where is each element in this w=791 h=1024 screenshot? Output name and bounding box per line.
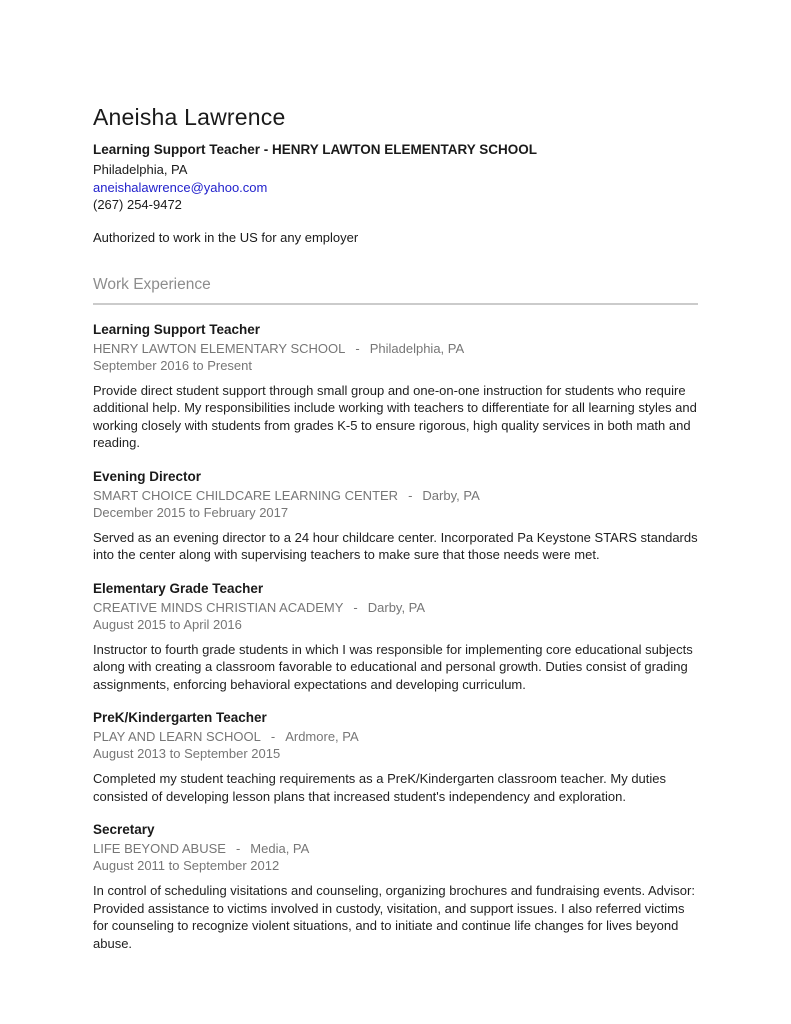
job-description: Served as an evening director to a 24 hour childcare center. Incorporated Pa Keystone STARS standards into the center along with supervising teachers to make sure that those needs were met. — [93, 529, 698, 562]
job-location: Darby, PA — [367, 599, 426, 615]
candidate-location: Philadelphia, PA — [93, 162, 188, 177]
candidate-phone: (267) 254-9472 — [93, 197, 182, 212]
job-title: Elementary Grade Teacher — [93, 580, 264, 596]
job-location: Ardmore, PA — [285, 729, 359, 744]
work-authorization-note: Authorized to work in the US for any employer — [93, 229, 359, 245]
job-dates: August 2015 to April 2016 — [93, 616, 242, 632]
job-dates: September 2016 to Present — [93, 357, 252, 373]
candidate-headline: Learning Support Teacher - HENRY LAWTON ELEMENTARY SCHOOL — [93, 142, 538, 157]
job-company: LIFE BEYOND ABUSE — [93, 841, 226, 856]
job-company-line — [93, 840, 698, 857]
job-title: Learning Support Teacher — [93, 321, 261, 337]
job-meta-separator: - — [353, 599, 358, 615]
email-link[interactable]: aneishalawrence@yahoo.com — [93, 179, 268, 195]
job-company-line — [93, 599, 698, 616]
job-location: Darby, PA — [422, 487, 480, 503]
job-description: In control of scheduling visitations and counseling, organizing brochures and fundraising events. Advisor: Provided assistance to victims involved in custody, visitation, and support issues. I also referred victims for counseling to recognize violent situations, and to initiate and continue life changes for lives beyond abuse. — [93, 883, 695, 951]
candidate-name: Aneisha Lawrence — [93, 104, 286, 130]
job-entry — [93, 822, 698, 952]
job-company: CREATIVE MINDS CHRISTIAN ACADEMY — [93, 599, 344, 615]
job-entry — [93, 322, 698, 452]
job-dates: December 2015 to February 2017 — [93, 504, 289, 520]
job-description: Instructor to fourth grade students in which I was responsible for implementing core educational subjects along with creating a classroom favorable to educational and personal growth. Duties consist of grading assignments, enforcing behavioral expectations and developing curriculum. — [93, 641, 693, 692]
job-meta-separator: - — [270, 729, 276, 744]
job-title: Evening Director — [93, 468, 202, 484]
job-company-line — [93, 340, 698, 357]
section-title-work-experience: Work Experience — [93, 276, 698, 305]
job-company: SMART CHOICE CHILDCARE LEARNING CENTER — [93, 487, 399, 503]
job-location: Media, PA — [250, 841, 310, 856]
job-company-line — [93, 487, 698, 504]
job-entry — [93, 469, 698, 564]
job-company: PLAY AND LEARN SCHOOL — [93, 729, 261, 744]
job-company: HENRY LAWTON ELEMENTARY SCHOOL — [93, 340, 346, 356]
job-description: Provide direct student support through small group and one-on-one instruction for students who require additional help. My responsibilities include working with teachers to differentiate for all learning styles and working closely with students from grades K-5 to ensure rigorous, high quality services in both math and reading. — [93, 382, 697, 450]
job-description: Completed my student teaching requirements as a PreK/Kindergarten classroom teacher. My duties consisted of developing lesson plans that increased student's independency and exploration. — [93, 771, 667, 804]
job-title: Secretary — [93, 822, 155, 837]
job-entry — [93, 710, 698, 805]
job-dates: August 2013 to September 2015 — [93, 746, 281, 761]
job-entry — [93, 581, 698, 694]
job-meta-separator: - — [408, 487, 413, 503]
job-company-line — [93, 728, 698, 745]
job-meta-separator: - — [235, 841, 241, 856]
job-title: PreK/Kindergarten Teacher — [93, 710, 267, 725]
job-location: Philadelphia, PA — [369, 340, 465, 356]
job-dates: August 2011 to September 2012 — [93, 858, 280, 873]
job-meta-separator: - — [355, 340, 360, 356]
candidate-email-line — [93, 179, 698, 197]
